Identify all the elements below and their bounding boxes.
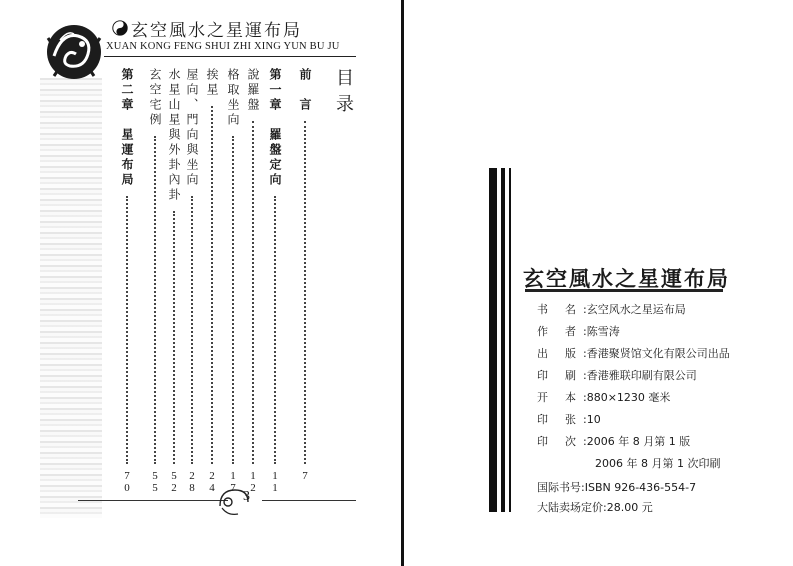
toc-page-number: 7 0 (124, 470, 130, 494)
colophon-row (537, 324, 620, 340)
toc-page-number: 5 5 (152, 470, 158, 494)
toc-entry[interactable] (118, 68, 136, 494)
toc-leader-dots (191, 196, 193, 464)
toc-entry-title: 水星山星與外卦內卦 (167, 68, 181, 203)
colophon-value: 香港雅联印刷有限公司 (586, 369, 697, 382)
colophon-value: ISBN 926-436-554-7 (584, 481, 697, 494)
footer-rule (78, 500, 228, 501)
colophon-label (537, 412, 583, 428)
colophon-label-part: 书 (537, 303, 548, 316)
toc-entry-title: 格取坐向 (226, 68, 240, 128)
toc-heading-char: 目 (336, 68, 354, 89)
colophon-label-part: 版 (565, 347, 576, 360)
colophon-value: 陈雪涛 (586, 325, 620, 338)
toc-page-number: 1 1 (272, 470, 278, 494)
colophon-label-part: 次 (565, 435, 576, 448)
colophon-label (537, 434, 583, 450)
colophon-row (537, 302, 686, 318)
toc-leader-dots (173, 211, 175, 464)
colophon-label-part: 本 (565, 391, 576, 404)
colophon-label (537, 324, 583, 340)
colophon-row (537, 346, 730, 362)
colophon-separator: : (583, 369, 587, 382)
copyright-page (405, 0, 793, 566)
toc-page-number: 2 4 (209, 470, 215, 494)
colophon-label-part: 国际书号 (537, 481, 581, 494)
toc-leader-dots (154, 136, 156, 464)
toc-entry-title: 第一章 羅盤定向 (268, 68, 282, 188)
colophon-label-part: 者 (565, 325, 576, 338)
decorative-bar (509, 168, 511, 512)
colophon-separator: : (583, 303, 587, 316)
toc-leader-dots (232, 136, 234, 464)
colophon-value: 玄空风水之星运布局 (586, 303, 686, 316)
colophon-row (537, 480, 696, 496)
toc-page-number: 1 2 (250, 470, 256, 494)
colophon-label (537, 456, 595, 472)
colophon-separator: : (583, 413, 587, 426)
colophon-row (537, 390, 670, 406)
colophon-label (537, 500, 603, 516)
decorative-bar (489, 168, 497, 512)
colophon-label (537, 302, 583, 318)
colophon-separator: : (583, 391, 587, 404)
colophon-value: 2006 年 8 月第 1 版 (586, 435, 691, 448)
toc-entry[interactable] (224, 68, 242, 494)
toc-entry-title: 挨星 (205, 68, 219, 98)
colophon-separator: : (583, 325, 587, 338)
toc-page-number: 7 (302, 470, 308, 482)
colophon-label-part: 张 (565, 413, 576, 426)
toc-leader-dots (126, 196, 128, 464)
colophon-row (537, 412, 601, 428)
yin-yang-icon (112, 20, 128, 36)
colophon-row (537, 368, 697, 384)
toc-heading (334, 66, 356, 118)
colophon-value: 香港聚贤馆文化有限公司出品 (586, 347, 730, 360)
toc-entry[interactable] (296, 68, 314, 488)
book-title: 玄空風水之星運布局 (523, 267, 730, 291)
toc-entry[interactable] (165, 68, 183, 494)
toc-heading-char: 录 (336, 94, 354, 115)
toc-entry[interactable] (183, 68, 201, 494)
colophon-label (537, 480, 581, 496)
toc-entry[interactable] (203, 68, 221, 494)
toc-leader-dots (211, 106, 213, 464)
page-number: 3 (243, 489, 250, 504)
colophon-value: 28.00 元 (606, 501, 653, 514)
toc-page-number: 5 2 (171, 470, 177, 494)
dragon-emblem-icon (44, 22, 104, 82)
page-edge-texture (40, 78, 102, 518)
colophon-label-part: 开 (537, 391, 548, 404)
toc-leader-dots (304, 121, 306, 464)
colophon-label (537, 390, 583, 406)
title-underline (525, 289, 723, 292)
toc-entry[interactable] (244, 68, 262, 494)
toc-entry-title: 玄空宅例 (148, 68, 162, 128)
toc-leader-dots (252, 121, 254, 464)
toc-leader-dots (274, 196, 276, 464)
colophon-label-part: 印 (537, 435, 548, 448)
colophon-row (537, 500, 653, 516)
colophon-row (537, 456, 720, 472)
toc-page-number: 1 7 (230, 470, 236, 494)
toc-entry-title: 屋向、門向與坐向 (185, 68, 199, 188)
colophon-label (537, 346, 583, 362)
colophon-label (537, 368, 583, 384)
colophon-label-part: 印 (537, 369, 548, 382)
toc-entry-title: 第二章 星運布局 (120, 68, 134, 188)
toc-entry-title: 說羅盤 (246, 68, 260, 113)
colophon-separator: : (581, 481, 585, 494)
colophon-value: 2006 年 8 月第 1 次印刷 (595, 457, 721, 470)
series-title: 玄空風水之星運布局 (131, 21, 302, 41)
toc-page-number: 2 8 (189, 470, 195, 494)
colophon-label-part: 作 (537, 325, 548, 338)
colophon-label-part: 大陆卖场定价 (537, 501, 603, 514)
colophon-label-part: 刷 (565, 369, 576, 382)
colophon-separator: : (583, 347, 587, 360)
toc-entry-title: 前 言 (298, 68, 312, 113)
colophon-separator: : (583, 435, 587, 448)
colophon-label-part: 印 (537, 413, 548, 426)
toc-entry[interactable] (266, 68, 284, 494)
toc-entry[interactable] (146, 68, 164, 494)
colophon-value: 10 (586, 413, 601, 426)
book-gutter (401, 0, 404, 566)
colophon-separator: : (603, 501, 607, 514)
colophon-value: 880×1230 毫米 (586, 391, 671, 404)
colophon-label-part: 出 (537, 347, 548, 360)
colophon-row (537, 434, 690, 450)
header-rule (104, 56, 356, 57)
decorative-bar (501, 168, 505, 512)
footer-rule (262, 500, 356, 501)
colophon-label-part: 名 (565, 303, 576, 316)
series-title-roman: XUAN KONG FENG SHUI ZHI XING YUN BU JU (106, 41, 340, 52)
